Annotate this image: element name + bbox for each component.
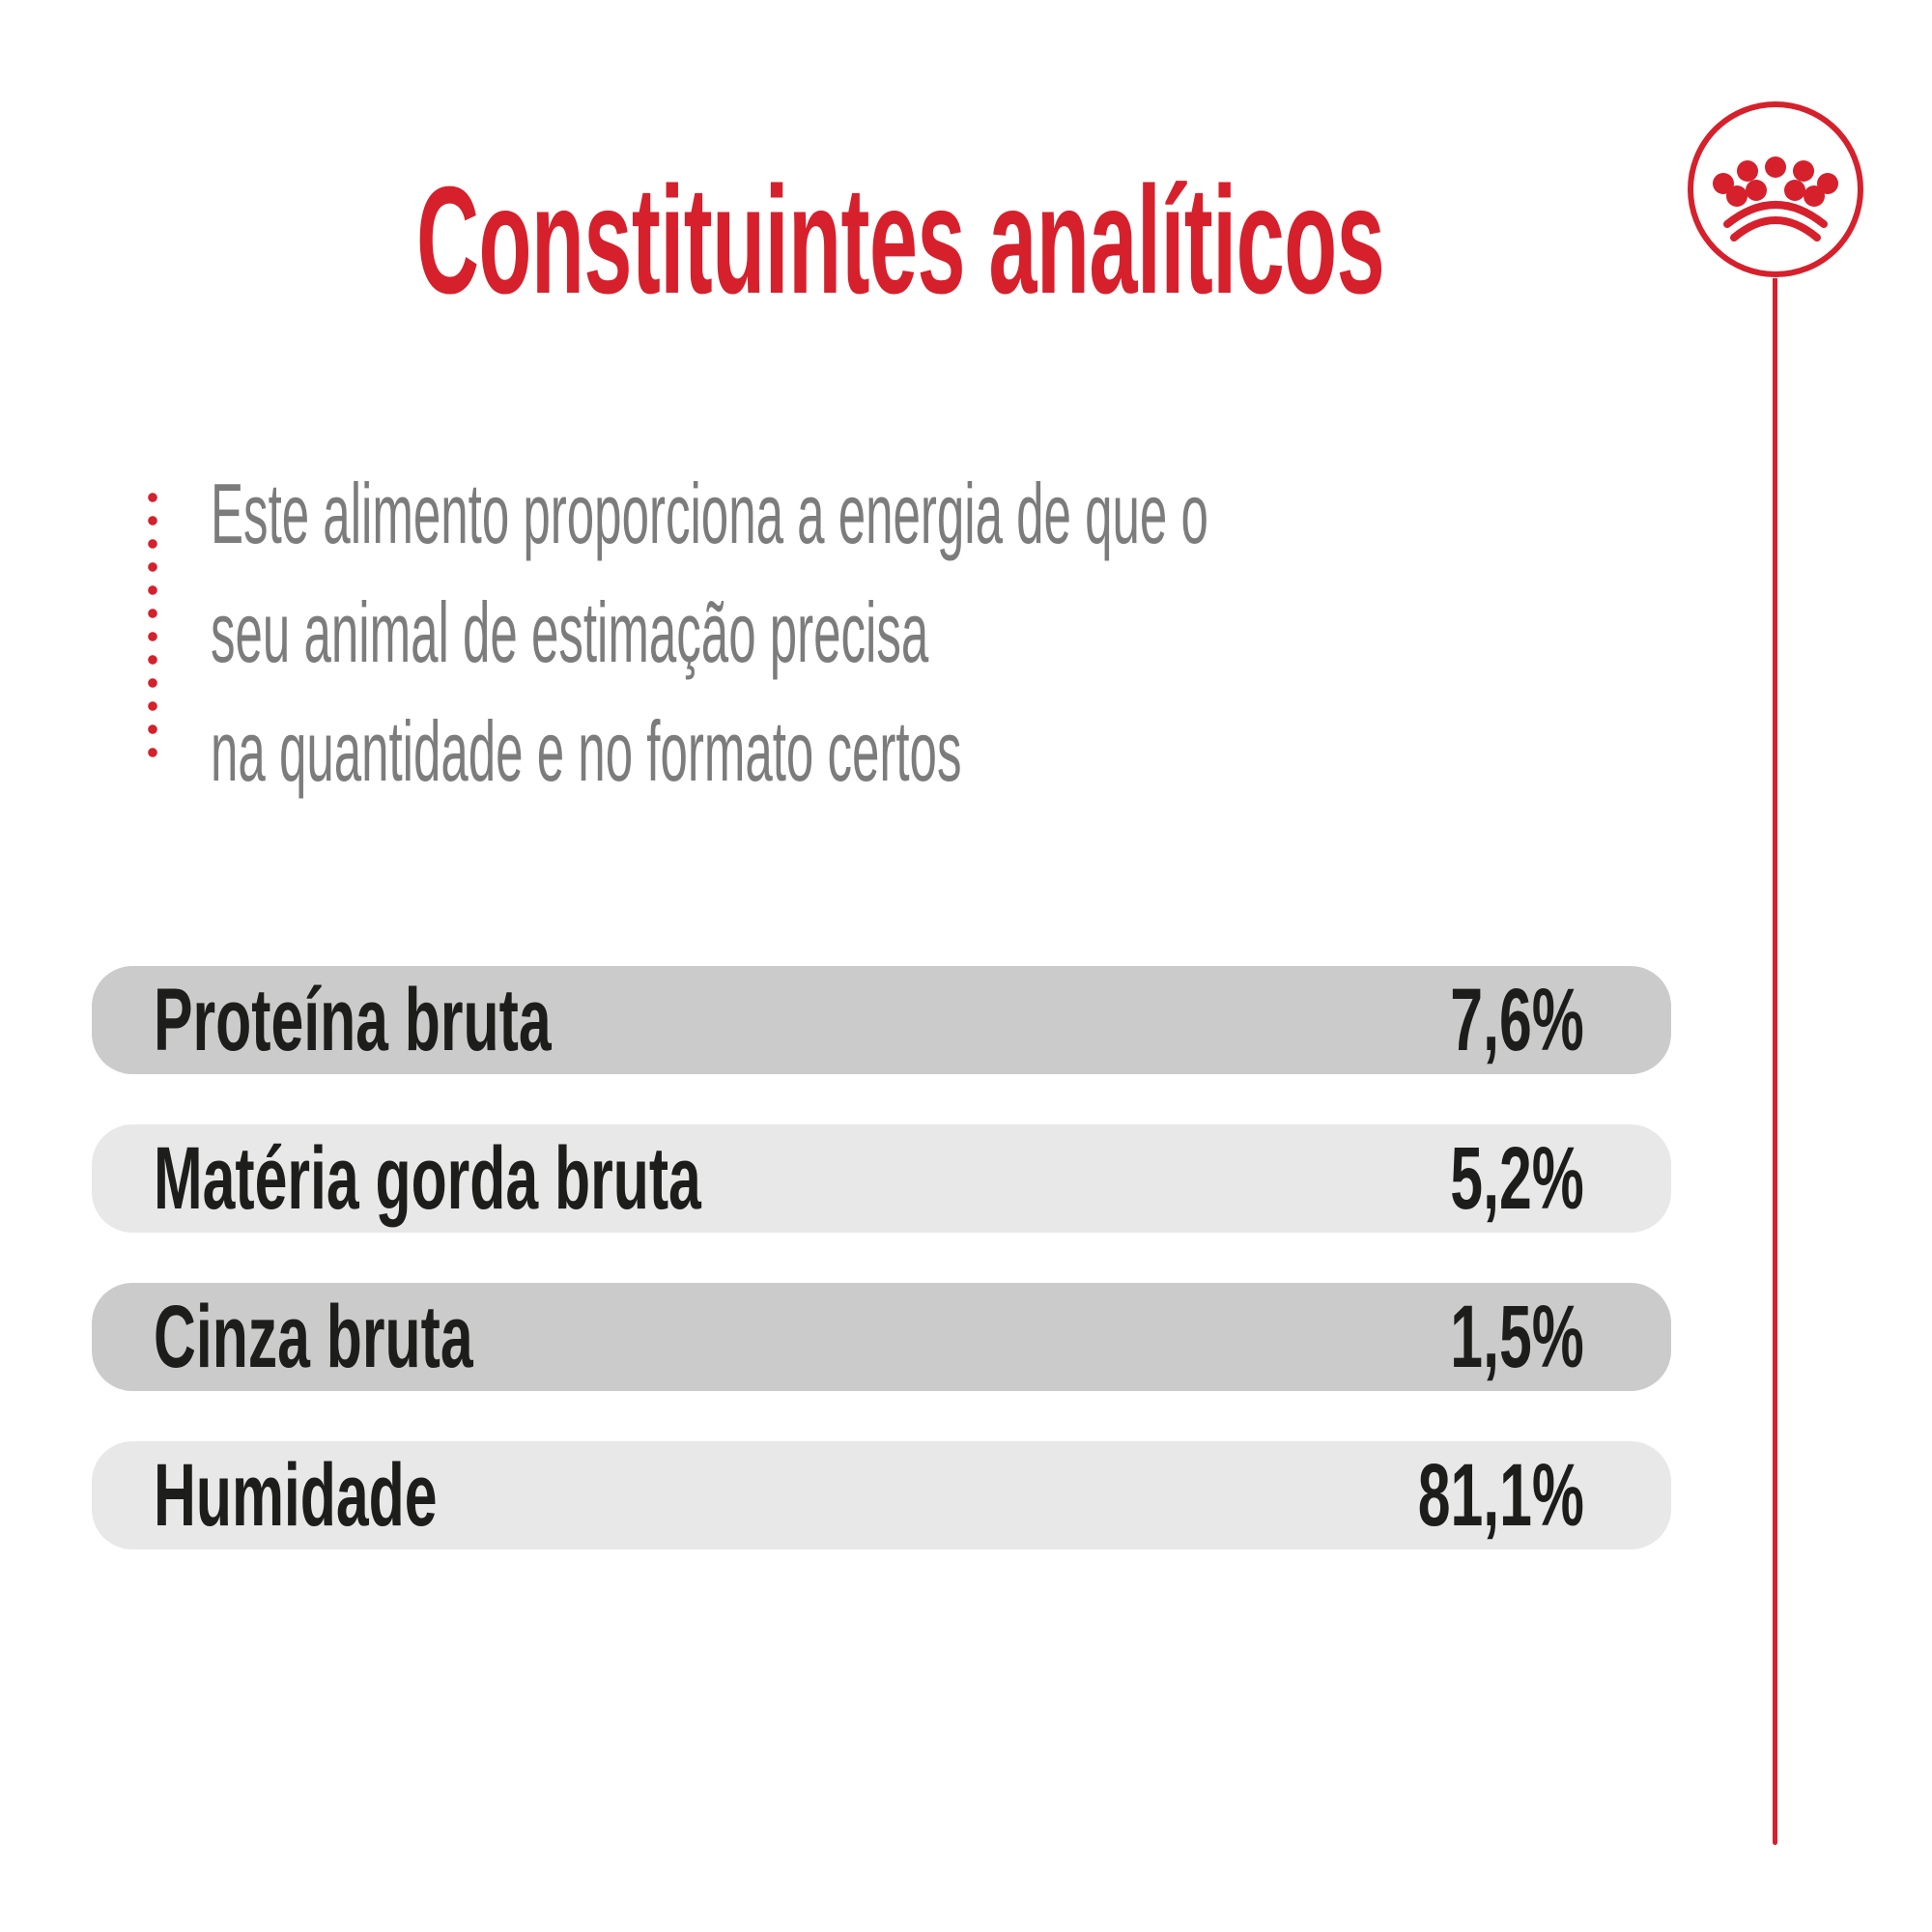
row-value: 7,6% — [1450, 970, 1584, 1069]
page-title: Constituintes analíticos — [415, 156, 1385, 326]
row-label: Proteína bruta — [154, 970, 552, 1069]
row-label: Cinza bruta — [154, 1287, 473, 1386]
intro-line-text: na quantidade e no formato certos — [211, 703, 962, 799]
row-label: Matéria gorda bruta — [154, 1128, 701, 1228]
intro-line-text: Este alimento proporciona a energia de que o — [211, 466, 1208, 561]
intro-line — [211, 692, 1931, 810]
intro-paragraph — [211, 454, 1931, 810]
page-title-wrap — [0, 156, 1801, 326]
table-row — [92, 1283, 1671, 1391]
dotted-accent-line — [148, 486, 157, 764]
royal-canin-crown-icon — [1687, 100, 1864, 278]
intro-line-text: seu animal de estimação precisa — [211, 584, 929, 680]
table-row — [92, 1124, 1671, 1233]
row-value: 5,2% — [1450, 1128, 1584, 1228]
table-row — [92, 966, 1671, 1074]
intro-line — [211, 573, 1931, 692]
table-row — [92, 1441, 1671, 1549]
row-label: Humidade — [154, 1445, 438, 1545]
intro-line — [211, 454, 1931, 573]
row-value: 81,1% — [1417, 1445, 1584, 1545]
row-value: 1,5% — [1450, 1287, 1584, 1386]
